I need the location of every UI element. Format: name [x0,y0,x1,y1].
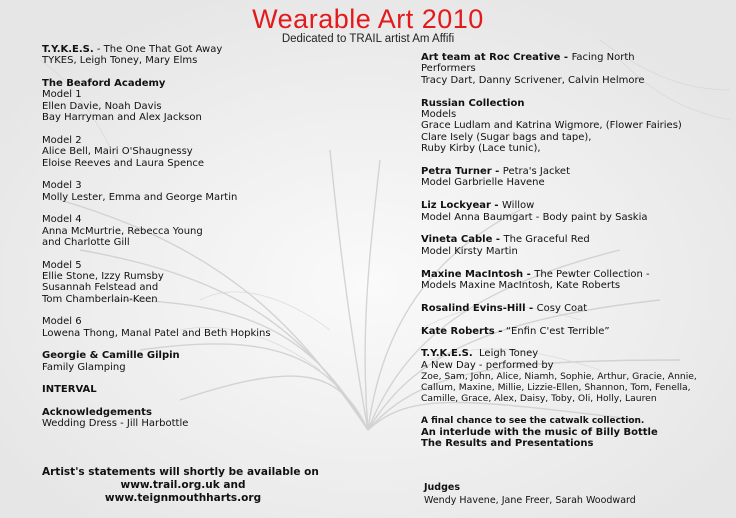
interval-heading: INTERVAL [42,384,97,396]
model-entry: Model 3 Molly Lester, Emma and George Martin [42,180,238,203]
model-entry: Model 5 Ellie Stone, Izzy Rumsby Susannah Felstead and Tom Chamberlain-Keen [42,259,164,305]
roc-creative-entry: Art team at Roc Creative - Facing North Performers Tracy Dart, Danny Scrivener, Calvin Helmore [421,52,645,86]
vineta-cable-entry: Vineta Cable - The Graceful Red Model Kirsty Martin [421,234,590,257]
tykes-piece: The One That Got Away [103,44,223,55]
petra-turner-entry: Petra Turner - Petra's Jacket Model Garbrielle Havene [421,166,570,189]
teignmouth-arts-link[interactable]: www.teignmouthharts.org [104,492,262,505]
model-entry: Model 4 Anna McMurtrie, Rebecca Young and Charlotte Gill [42,214,203,249]
artist-statements-footer: Artist's statements will shortly be available on www.trail.org.uk and www.teignmouthharts.org [42,466,342,506]
dedication-subtitle: Dedicated to TRAIL artist Am Affifi [281,33,455,45]
rosalind-evins-hill-entry: Rosalind Evins-Hill - Cosy Coat [421,302,588,314]
beaford-academy-section [42,78,372,339]
trail-link[interactable]: www.trail.org.uk and [120,479,246,492]
tykes-heading: T.Y.K.E.S. [42,44,94,55]
beaford-heading: The Beaford Academy [42,78,166,89]
closing-notes: A final chance to see the catwalk collection. An interlude with the music of Billy Bottle The Results and Presentations [421,415,658,449]
gilpin-entry: Georgie & Camille Gilpin Family Glamping [42,350,180,373]
right-column [421,52,733,449]
page-title: Wearable Art 2010 [252,4,484,34]
model-entry: Model 2 Alice Bell, Mairi O'Shaugnessy Eloise Reeves and Laura Spence [42,134,205,169]
maxine-macintosh-entry: Maxine MacIntosh - The Pewter Collection - Models Maxine MacIntosh, Kate Roberts [421,268,650,292]
kate-roberts-entry: Kate Roberts - “Enfin C'est Terrible” [421,325,610,337]
left-column [42,44,372,441]
model-entry: Model 6 Lowena Thong, Manal Patel and Beth Hopkins [42,316,271,339]
tykes-new-day-entry: T.Y.K.E.S. Leigh Toney A New Day - performed by Zoe, Sam, John, Alice, Niamh, Sophie, Arthur, Gracie, Annie, Callum, Maxine, Millie, Lizzie-Ellen, Shannon, Tom, Fenella, Camille, Grace, Alex, Daisy, Toby, Oli, Holly, Lauren [421,348,697,405]
model-entry: Model 1 Ellen Davie, Noah Davis Bay Harryman and Alex Jackson [42,89,202,124]
acknowledgements-entry: Acknowledgements Wedding Dress - Jill Harbottle [42,407,189,430]
russian-collection-entry: Russian Collection Models Grace Ludlam and Katrina Wigmore, (Flower Fairies) Clare Isely (Sugar bags and tape), Ruby Kirby (Lace tunic), [421,97,682,155]
judges-section: Judges Wendy Havene, Jane Freer, Sarah Woodward [424,482,636,506]
liz-lockyear-entry: Liz Lockyear - Willow Model Anna Baumgart - Body paint by Saskia [421,200,648,223]
tykes-entry: T.Y.K.E.S. - The One That Got Away TYKES, Leigh Toney, Mary Elms [42,44,372,67]
tykes-credits: TYKES, Leigh Toney, Mary Elms [42,55,198,67]
